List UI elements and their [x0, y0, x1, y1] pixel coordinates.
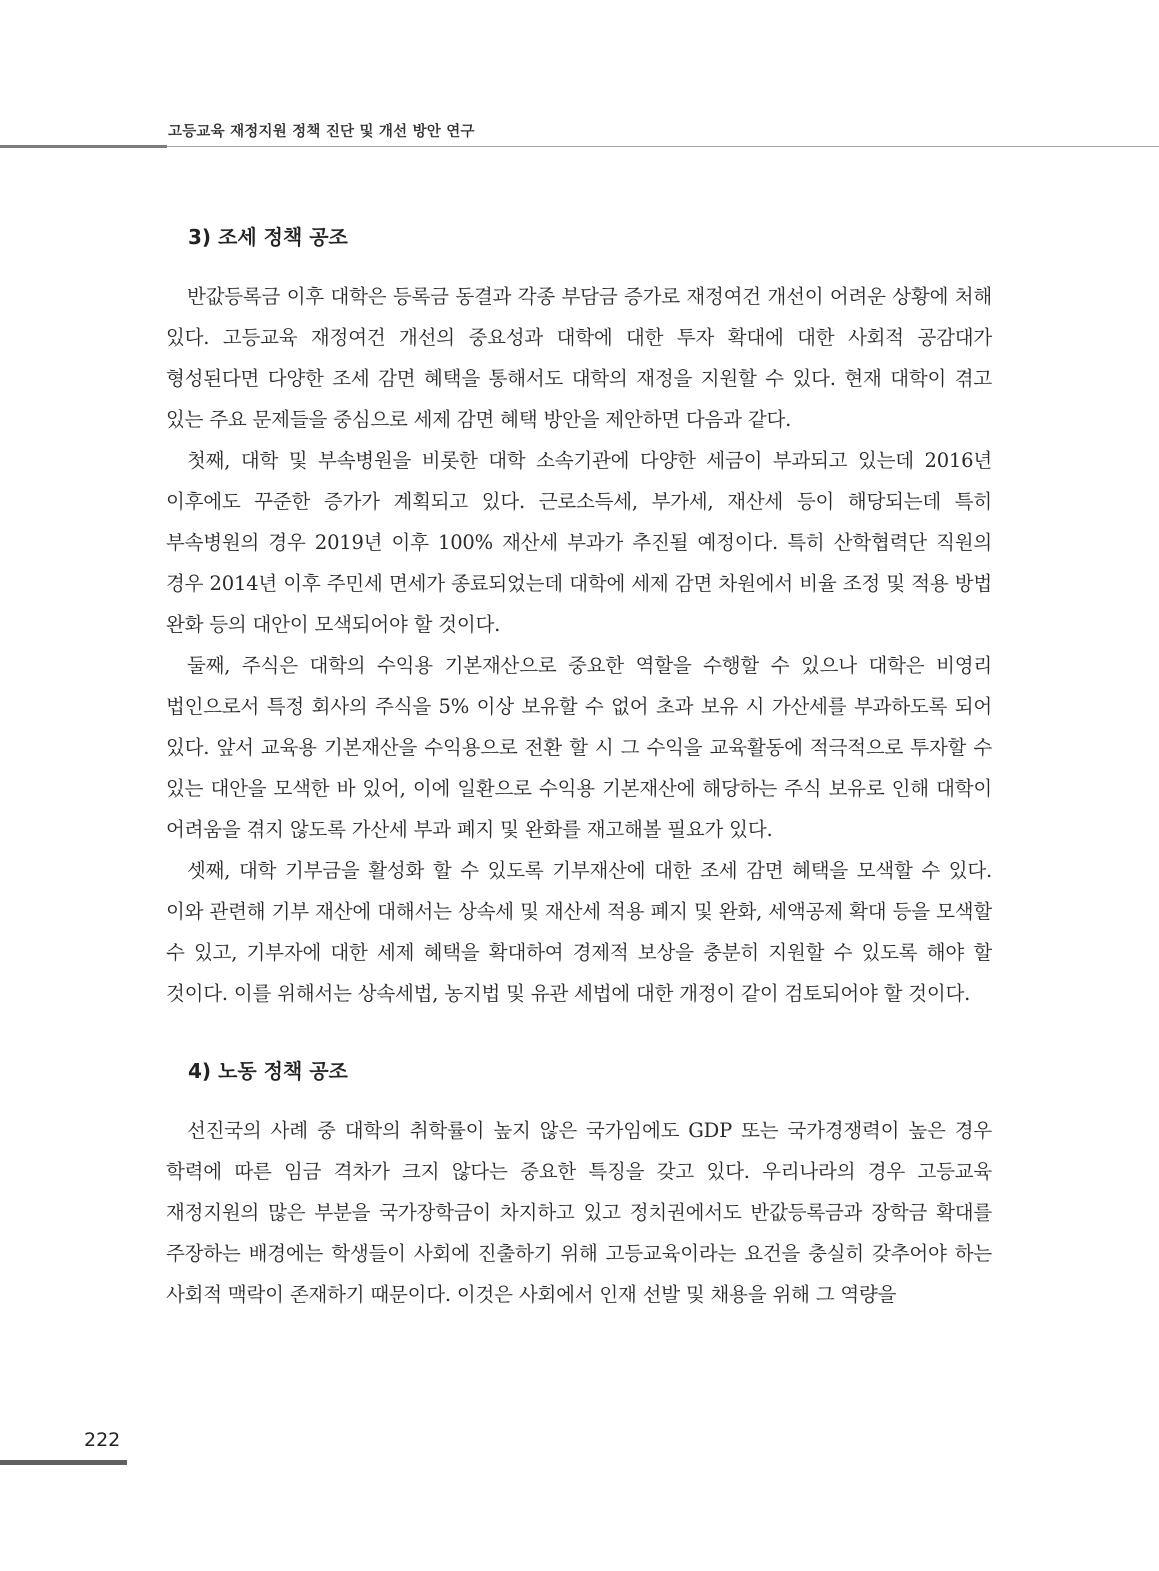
- paragraph: 첫째, 대학 및 부속병원을 비롯한 대학 소속기관에 다양한 세금이 부과되고 있는데 2016년 이후에도 꾸준한 증가가 계획되고 있다. 근로소득세, 부가세, 재산세 등이 해당되는데 특히 부속병원의 경우 2019년 이후 100% 재산세 부과가 추진될 예정이다. 특히 산학협력단 직원의 경우 2014년 이후 주민세 면세가 종료되었는데 대학에 세제 감면 차원에서 비율 조정 및 적용 방법 완화 등의 대안이 모색되어야 할 것이다.: [166, 449, 992, 636]
- footer-rule: [0, 1460, 127, 1465]
- paragraph: 반값등록금 이후 대학은 등록금 동결과 각종 부담금 증가로 재정여건 개선이 어려운 상황에 처해 있다. 고등교육 재정여건 개선의 중요성과 대학에 대한 투자 확대에 대한 사회적 공감대가 형성된다면 다양한 조세 감면 혜택을 통해서도 대학의 재정을 지원할 수 있다. 현재 대학이 겪고 있는 주요 문제들을 중심으로 세제 감면 혜택 방안을 제안하면 다음과 같다.: [166, 285, 992, 431]
- section-tax-policy: [166, 222, 992, 1014]
- paragraph: 둘째, 주식은 대학의 수익용 기본재산으로 중요한 역할을 수행할 수 있으나 대학은 비영리 법인으로서 특정 회사의 주식을 5% 이상 보유할 수 없어 초과 보유 시 가산세를 부과하도록 되어 있다. 앞서 교육용 기본재산을 수익용으로 전환 할 시 그 수익을 교육활동에 적극적으로 투자할 수 있는 대안을 모색한 바 있어, 이에 일환으로 수익용 기본재산에 해당하는 주식 보유로 인해 대학이 어려움을 겪지 않도록 가산세 부과 폐지 및 완화를 재고해볼 필요가 있다.: [166, 654, 992, 841]
- page-number: 222: [84, 1429, 121, 1451]
- body-content: [166, 222, 992, 1315]
- section-heading: 3) 조세 정책 공조: [188, 225, 348, 249]
- header-rule-accent: [0, 145, 167, 148]
- section-labor-policy: [166, 1056, 992, 1315]
- paragraph: 셋째, 대학 기부금을 활성화 할 수 있도록 기부재산에 대한 조세 감면 혜택을 모색할 수 있다. 이와 관련해 기부 재산에 대해서는 상속세 및 재산세 적용 폐지 및 완화, 세액공제 확대 등을 모색할 수 있고, 기부자에 대한 세제 혜택을 확대하여 경제적 보상을 충분히 지원할 수 있도록 해야 할 것이다. 이를 위해서는 상속세법, 농지법 및 유관 세법에 대한 개정이 같이 검토되어야 할 것이다.: [166, 859, 992, 1005]
- header-rule: [167, 146, 1159, 147]
- paragraph: 선진국의 사례 중 대학의 취학률이 높지 않은 국가임에도 GDP 또는 국가경쟁력이 높은 경우 학력에 따른 임금 격차가 크지 않다는 중요한 특징을 갖고 있다. 우리나라의 경우 고등교육 재정지원의 많은 부분을 국가장학금이 차지하고 있고 정치권에서도 반값등록금과 장학금 확대를 주장하는 배경에는 학생들이 사회에 진출하기 위해 고등교육이라는 요건을 충실히 갖추어야 하는 사회적 맥락이 존재하기 때문이다. 이것은 사회에서 인재 선발 및 채용을 위해 그 역량을: [166, 1119, 992, 1306]
- section-heading: 4) 노동 정책 공조: [188, 1059, 348, 1083]
- running-header-title: 고등교육 재정지원 정책 진단 및 개선 방안 연구: [168, 124, 475, 140]
